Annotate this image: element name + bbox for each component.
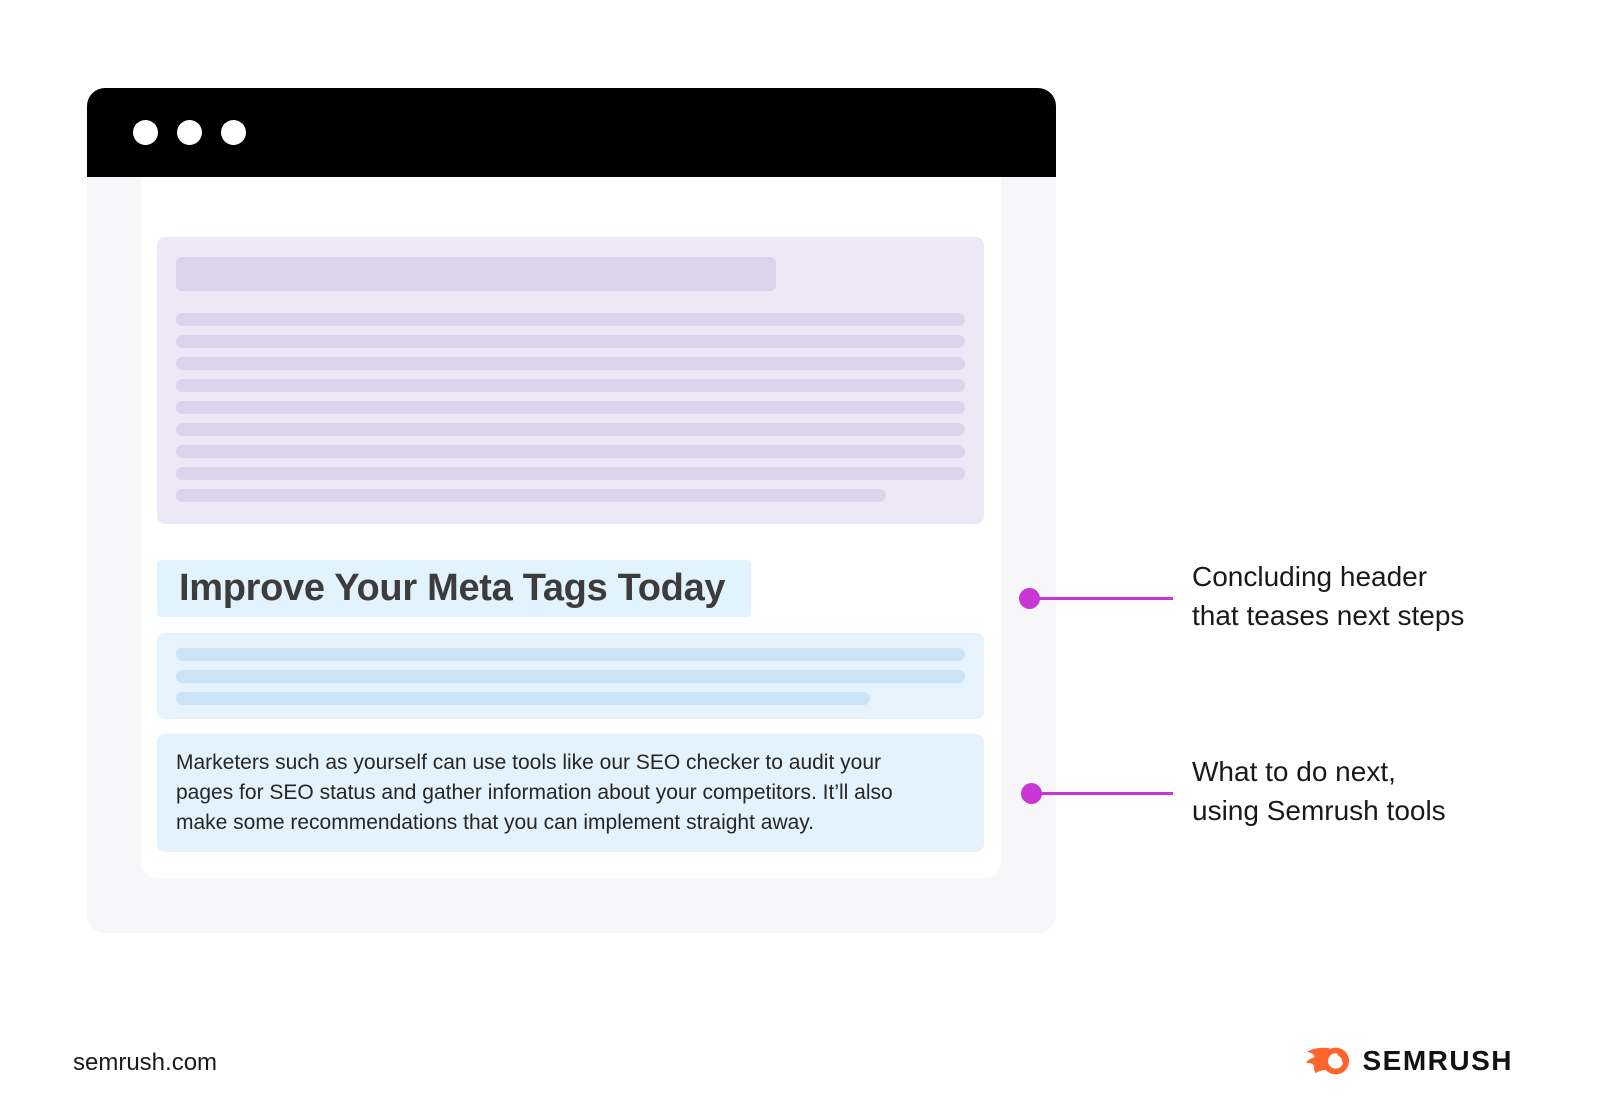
skeleton-article-card bbox=[157, 237, 984, 524]
browser-window-mockup bbox=[87, 88, 1056, 933]
skeleton-line bbox=[176, 692, 870, 705]
skeleton-line bbox=[176, 379, 965, 392]
browser-content-panel bbox=[141, 177, 1001, 878]
semrush-wordmark: SEMRUSH bbox=[1362, 1045, 1513, 1076]
blue-skeleton-lines bbox=[176, 648, 965, 705]
callout-label-line: Concluding header bbox=[1192, 561, 1428, 592]
article-heading-text: Improve Your Meta Tags Today bbox=[179, 567, 726, 609]
skeleton-line bbox=[176, 467, 965, 480]
skeleton-line bbox=[176, 313, 965, 326]
skeleton-line bbox=[176, 401, 965, 414]
article-heading-highlight bbox=[157, 560, 751, 617]
callout-label-line: that teases next steps bbox=[1192, 600, 1465, 631]
callout-label-line: What to do next, bbox=[1192, 756, 1396, 787]
callout-label-what-to-do-next bbox=[1192, 752, 1446, 830]
callout-label-concluding-header bbox=[1192, 557, 1464, 635]
window-control-dot bbox=[221, 120, 246, 145]
skeleton-line bbox=[176, 335, 965, 348]
window-control-dot bbox=[133, 120, 158, 145]
skeleton-line bbox=[176, 423, 965, 436]
callout-dot-concluding-header bbox=[1019, 588, 1040, 609]
skeleton-line bbox=[176, 357, 965, 370]
skeleton-line bbox=[176, 489, 886, 502]
skeleton-line bbox=[176, 648, 965, 661]
skeleton-line bbox=[176, 670, 965, 683]
skeleton-line bbox=[176, 445, 965, 458]
article-paragraph-text: Marketers such as yourself can use tools like our SEO checker to audit your pages for SEO status and gather information about your competitors. It’ll also make some recommendations that you can implement straight away. bbox=[176, 751, 893, 834]
source-site-url: semrush.com bbox=[73, 1049, 218, 1076]
callout-dot-what-to-do-next bbox=[1021, 783, 1042, 804]
callout-label-line: using Semrush tools bbox=[1192, 795, 1446, 826]
browser-titlebar bbox=[87, 88, 1056, 177]
purple-skeleton-lines bbox=[176, 313, 965, 502]
semrush-flame-icon bbox=[1305, 1044, 1351, 1078]
callout-line-what-to-do-next bbox=[1031, 792, 1173, 795]
skeleton-title-bar bbox=[176, 257, 776, 291]
callout-line-concluding-header bbox=[1029, 597, 1173, 600]
skeleton-section-card bbox=[157, 633, 984, 719]
semrush-logo bbox=[1305, 1044, 1513, 1078]
window-control-dot bbox=[177, 120, 202, 145]
article-paragraph-box bbox=[157, 734, 984, 852]
